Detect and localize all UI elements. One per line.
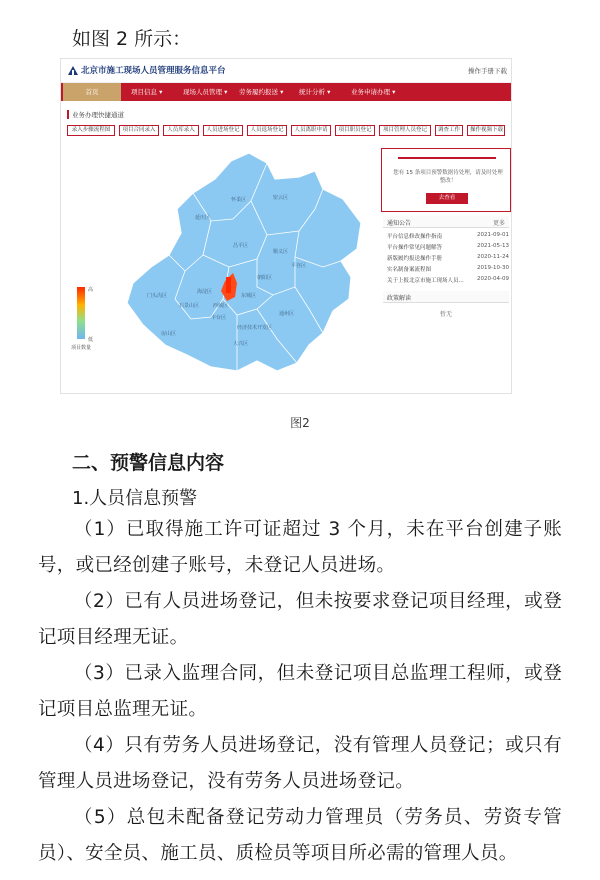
notice-item-date: 2020-04-09: [477, 276, 509, 282]
quick-button[interactable]: 调查工作: [435, 125, 463, 136]
district-label: 丰台区: [211, 315, 227, 321]
alert-message: 您有 15 条项目预警数据待处理，请及时处理整改！: [393, 170, 503, 184]
quick-channel: [67, 107, 507, 141]
paragraph: （3）已录入监理合同，但未登记项目总监理工程师，或登记项目总监理无证。: [38, 663, 562, 720]
paragraph: （4）只有劳务人员进场登记，没有管理人员登记；或只有管理人员进场登记，没有劳务人员进场登记。: [38, 735, 562, 792]
quick-button[interactable]: 录入步骤流程图: [67, 125, 115, 136]
district-label: 密云区: [273, 195, 289, 201]
quick-button[interactable]: 人员退场登记: [247, 125, 287, 136]
quick-button[interactable]: 人员进场登记: [203, 125, 243, 136]
district-label: 大兴区: [233, 341, 249, 347]
district-label: 经济技术开发区: [237, 325, 273, 331]
quick-button[interactable]: 项目职员登记: [335, 125, 375, 136]
alert-divider: [398, 157, 496, 159]
legend-label: 项目数量: [71, 345, 92, 351]
notice-item-title: 关于上报北京市施工现场人员...: [387, 278, 464, 284]
hotspot-core: [226, 277, 231, 293]
beijing-map: [61, 149, 381, 394]
map-outline: [127, 153, 361, 371]
section-heading: 二、预警信息内容: [72, 452, 225, 474]
district-label: 门头沟区: [147, 293, 168, 299]
quick-button[interactable]: 人员库录入: [163, 125, 199, 136]
nav-business-apply[interactable]: 业务申请办理 ▾: [351, 88, 396, 96]
district-label: 石景山区: [179, 303, 200, 309]
quick-button[interactable]: 项目管理人员登记: [379, 125, 431, 136]
notice-more-link[interactable]: 更多: [492, 220, 505, 227]
warning-alert: [381, 148, 511, 212]
notice-item-title: 实名制备案流程图: [387, 267, 432, 273]
subsection-heading: 1.人员信息预警: [72, 488, 198, 509]
nav-home[interactable]: 首页: [63, 83, 121, 101]
manual-download-link[interactable]: 操作手册下载: [468, 67, 507, 75]
policy-empty-text: 暂无: [439, 311, 452, 318]
district-label: 顺义区: [273, 249, 289, 255]
paragraph: （2）已有人员进场登记，但未按要求登记项目经理，或登记项目经理无证。: [38, 591, 562, 648]
notice-item[interactable]: [387, 265, 509, 274]
figure-caption: 图2: [290, 416, 310, 430]
district-label: 东城区: [241, 293, 257, 299]
district-label: 通州区: [279, 311, 295, 317]
paragraph: （5）总包未配备登记劳动力管理员（劳务员、劳资专管员）、安全员、施工员、质检员等项目所必需的管理人员。: [38, 807, 562, 864]
legend-low: 低: [88, 337, 94, 343]
notice-item-date: 2020-11-24: [477, 254, 509, 260]
view-alerts-button[interactable]: 去查看: [426, 193, 468, 204]
notice-item-title: 平台操作常见问题解答: [387, 245, 443, 251]
notice-item-date: 2021-05-13: [477, 243, 509, 249]
main-nav: [61, 83, 512, 101]
platform-screenshot: [60, 58, 512, 394]
quick-marker: [67, 110, 69, 119]
district-label: 西城区: [213, 303, 229, 309]
notice-item-date: 2019-10-30: [477, 265, 509, 271]
logo-icon: [67, 64, 79, 76]
district-label: 房山区: [161, 331, 177, 337]
quick-button[interactable]: 操作视频下载: [467, 125, 505, 136]
district-label: 怀柔区: [231, 197, 247, 203]
district-label: 海淀区: [197, 289, 213, 295]
nav-project-info[interactable]: 项目信息 ▾: [131, 88, 163, 96]
policy-panel-header: [383, 291, 509, 303]
district-label: 昌平区: [233, 243, 249, 249]
notice-item-date: 2021-09-01: [477, 232, 509, 238]
notice-item-title: 新版履约报送操作手册: [387, 256, 443, 262]
district-label: 延庆区: [195, 215, 211, 221]
notice-item[interactable]: [387, 232, 509, 241]
quick-button[interactable]: 人员离职申请: [291, 125, 331, 136]
notice-title: 通知公告: [387, 220, 412, 227]
nav-statistics[interactable]: 统计分析 ▾: [299, 88, 331, 96]
notice-item[interactable]: [387, 276, 509, 285]
notice-panel-header: [383, 216, 509, 228]
quick-button[interactable]: 项目合同录入: [119, 125, 159, 136]
legend-high: 高: [88, 287, 94, 293]
policy-title: 政策解读: [387, 295, 412, 302]
notice-item[interactable]: [387, 254, 509, 263]
quick-title: 业务办理快捷通道: [72, 111, 124, 119]
paragraph: （1）已取得施工许可证超过 3 个月，未在平台创建子账号，或已经创建子账号，未登记人员进场。: [38, 519, 562, 576]
legend-gradient: [77, 287, 85, 339]
platform-title: 北京市施工现场人员管理服务信息平台: [81, 66, 226, 76]
notice-item[interactable]: [387, 243, 509, 252]
district-label: 平谷区: [291, 263, 307, 269]
nav-site-personnel[interactable]: 现场人员管理 ▾: [183, 88, 228, 96]
notice-item-title: 平台信息修改操作指南: [387, 234, 443, 240]
district-label: 朝阳区: [257, 275, 273, 281]
nav-labor-report[interactable]: 劳务履约报送 ▾: [239, 88, 284, 96]
intro-text: 如图 2 所示：: [72, 28, 192, 50]
platform-header: [61, 59, 512, 83]
